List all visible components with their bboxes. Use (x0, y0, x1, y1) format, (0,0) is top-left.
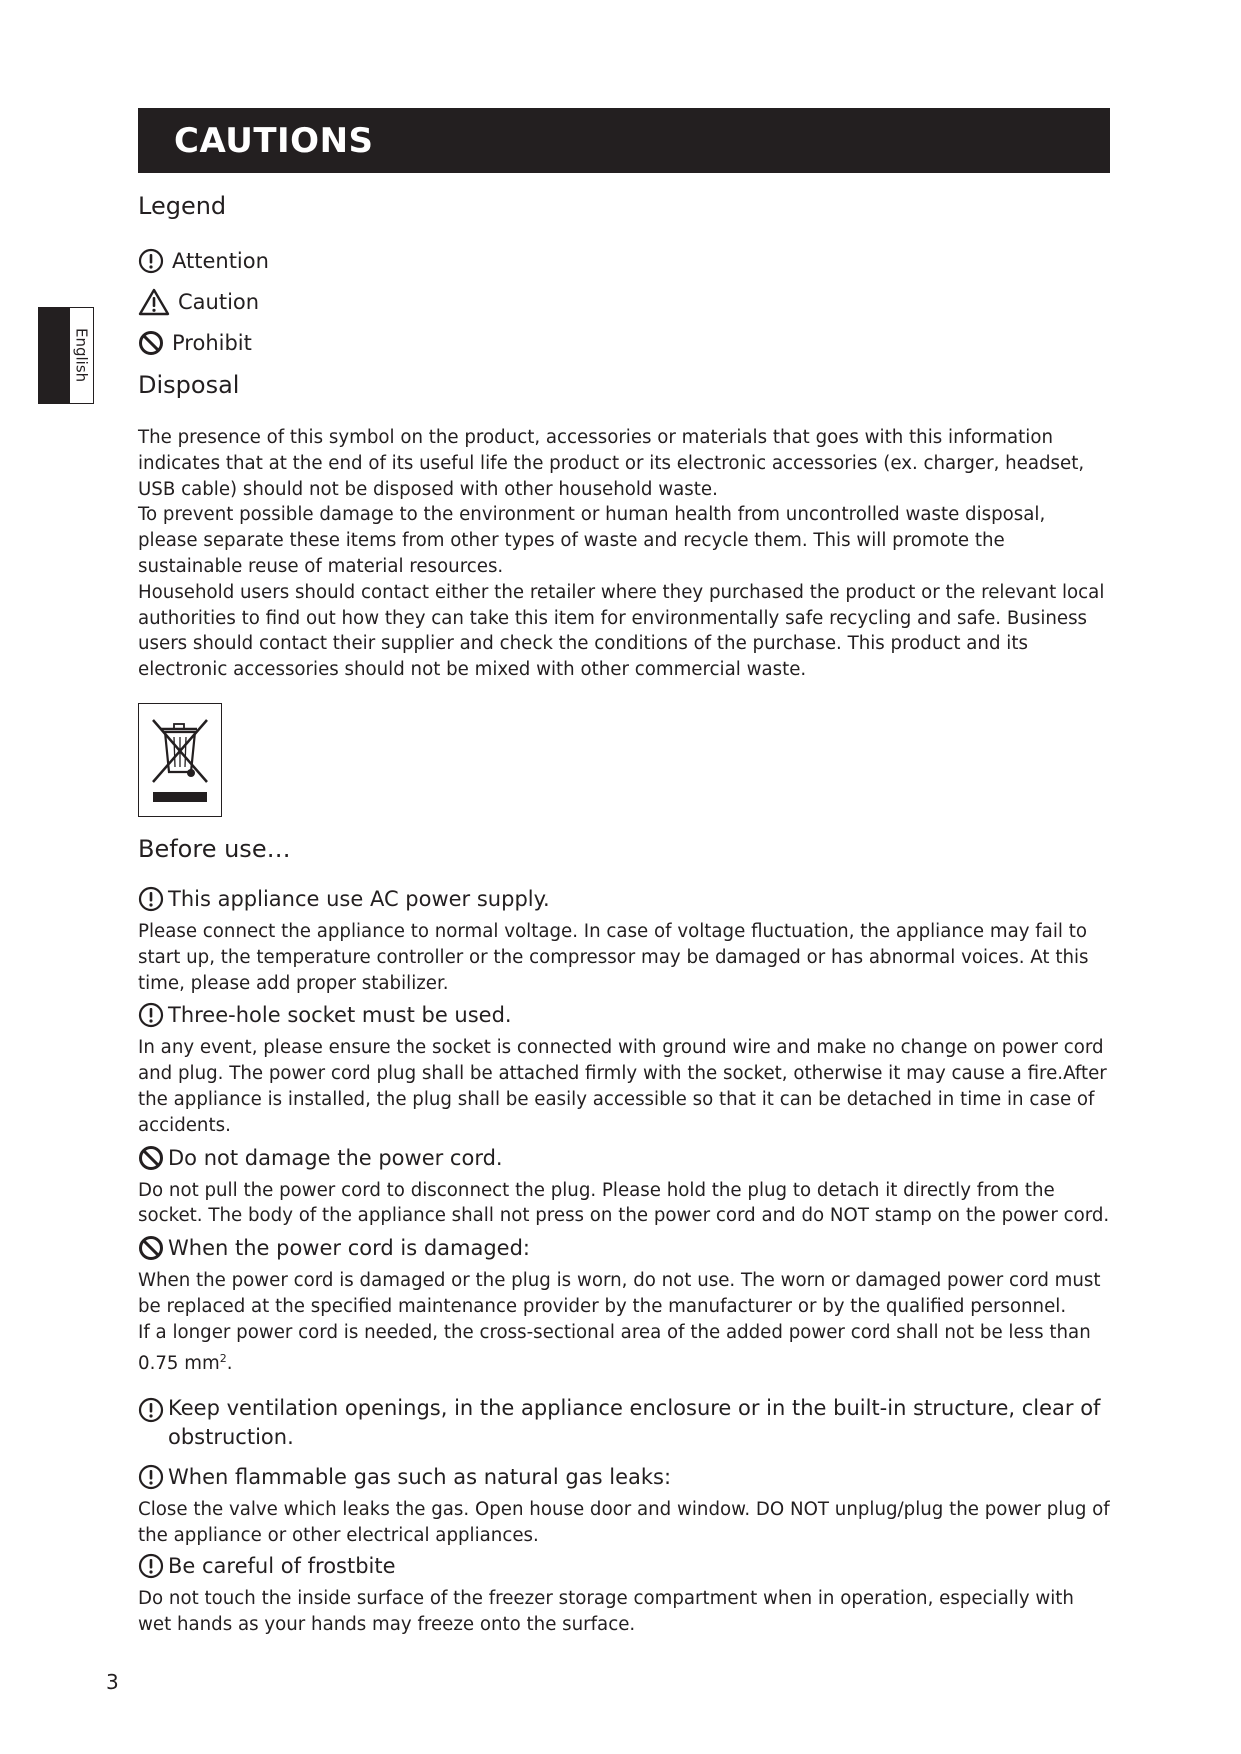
legend-label: Caution (178, 289, 260, 314)
before-use-item (138, 1145, 1110, 1230)
caution-icon (138, 288, 170, 316)
legend-label: Attention (172, 248, 269, 273)
before-use-heading: Before use… (138, 834, 291, 863)
page-title-bar (138, 108, 1110, 173)
legend-heading: Legend (138, 192, 227, 220)
before-use-item (138, 1464, 1110, 1549)
legend-item-caution (138, 281, 1110, 322)
page-title: CAUTIONS (174, 120, 374, 161)
before-use-item (138, 1394, 1110, 1452)
disposal-paragraph: Household users should contact either the retailer where they purchased the product or the relevant local authorities to find out how they can take this item for environmentally safe recycling and safe. Business users should contact their supplier and check the conditions of the purchase. This product and its electronic accessories should not be mixed with other commercial waste. (138, 581, 1105, 681)
legend-list (138, 240, 1110, 363)
disposal-paragraph: To prevent possible damage to the environment or human health from uncontrolled waste disposal, please separate these items from other types of waste and recycle them. This will promote the sustainable reuse of material resources. (138, 504, 1046, 577)
legend-label: Prohibit (172, 330, 252, 355)
legend-item-prohibit (138, 322, 1110, 363)
page-number: 3 (106, 1670, 119, 1694)
attention-icon (138, 248, 164, 274)
page-content (138, 108, 1110, 1638)
item-heading: Do not damage the power cord. (168, 1145, 503, 1170)
before-use-item (138, 1002, 1110, 1138)
item-text: Close the valve which leaks the gas. Open house door and window. DO NOT unplug/plug the power plug of the appliance or other electrical appliances. (138, 1499, 1110, 1547)
before-use-item (138, 1235, 1110, 1376)
language-tab-marker (38, 307, 70, 404)
language-tab (38, 307, 94, 404)
before-use-item (138, 1553, 1110, 1638)
item-text: Do not pull the power cord to disconnect the plug. Please hold the plug to detach it directly from the socket. The body of the appliance shall not press on the power cord and do NOT stamp on the power cord. (138, 1179, 1110, 1227)
disposal-text (138, 425, 1110, 683)
attention-icon (138, 1002, 164, 1028)
item-heading: Keep ventilation openings, in the appliance enclosure or in the built-in structure, clear of obstruction. (168, 1396, 1101, 1450)
attention-icon (138, 1397, 164, 1423)
legend-item-attention (138, 240, 1110, 281)
prohibit-icon (138, 1145, 164, 1171)
weee-crossed-bin-icon (138, 703, 222, 817)
before-use-item (138, 886, 1110, 996)
item-text: When the power cord is damaged or the plug is worn, do not use. The worn or damaged power cord must be replaced at the specified maintenance provider by the manufacturer or by the qualified personnel. (138, 1270, 1101, 1317)
attention-icon (138, 1464, 164, 1490)
attention-icon (138, 886, 164, 912)
item-heading: When flammable gas such as natural gas leaks: (168, 1465, 672, 1490)
disposal-paragraph: The presence of this symbol on the product, accessories or materials that goes with this information indicates that at the end of its useful life the product or its electronic accessories (ex. charger, headset, USB cable) should not be disposed with other household waste. (138, 427, 1085, 500)
prohibit-icon (138, 330, 164, 356)
disposal-heading: Disposal (138, 371, 240, 399)
item-text-extra: If a longer power cord is needed, the cross-sectional area of the added power cord shall not be less than 0.75 $mm^2$. (138, 1321, 1091, 1374)
item-heading: This appliance use AC power supply. (168, 886, 550, 911)
attention-icon (138, 1553, 164, 1579)
item-heading: When the power cord is damaged: (168, 1236, 530, 1261)
prohibit-icon (138, 1235, 164, 1261)
item-heading: Three-hole socket must be used. (168, 1003, 512, 1028)
item-text: Do not touch the inside surface of the freezer storage compartment when in operation, especially with wet hands as your hands may freeze onto the surface. (138, 1587, 1074, 1635)
language-tab-label: English (72, 328, 91, 383)
item-text: In any event, please ensure the socket is connected with ground wire and make no change on power cord and plug. The power cord plug shall be attached firmly with the socket, otherwise it may cause a fire.After the appliance is installed, the plug shall be easily accessible so that it can be detached in time in case of accidents. (138, 1037, 1107, 1136)
item-heading: Be careful of frostbite (168, 1553, 396, 1578)
item-text: Please connect the appliance to normal voltage. In case of voltage fluctuation, the appliance may fail to start up, the temperature controller or the compressor may be damaged or has abnormal voices. At this time, please add proper stabilizer. (138, 920, 1089, 994)
